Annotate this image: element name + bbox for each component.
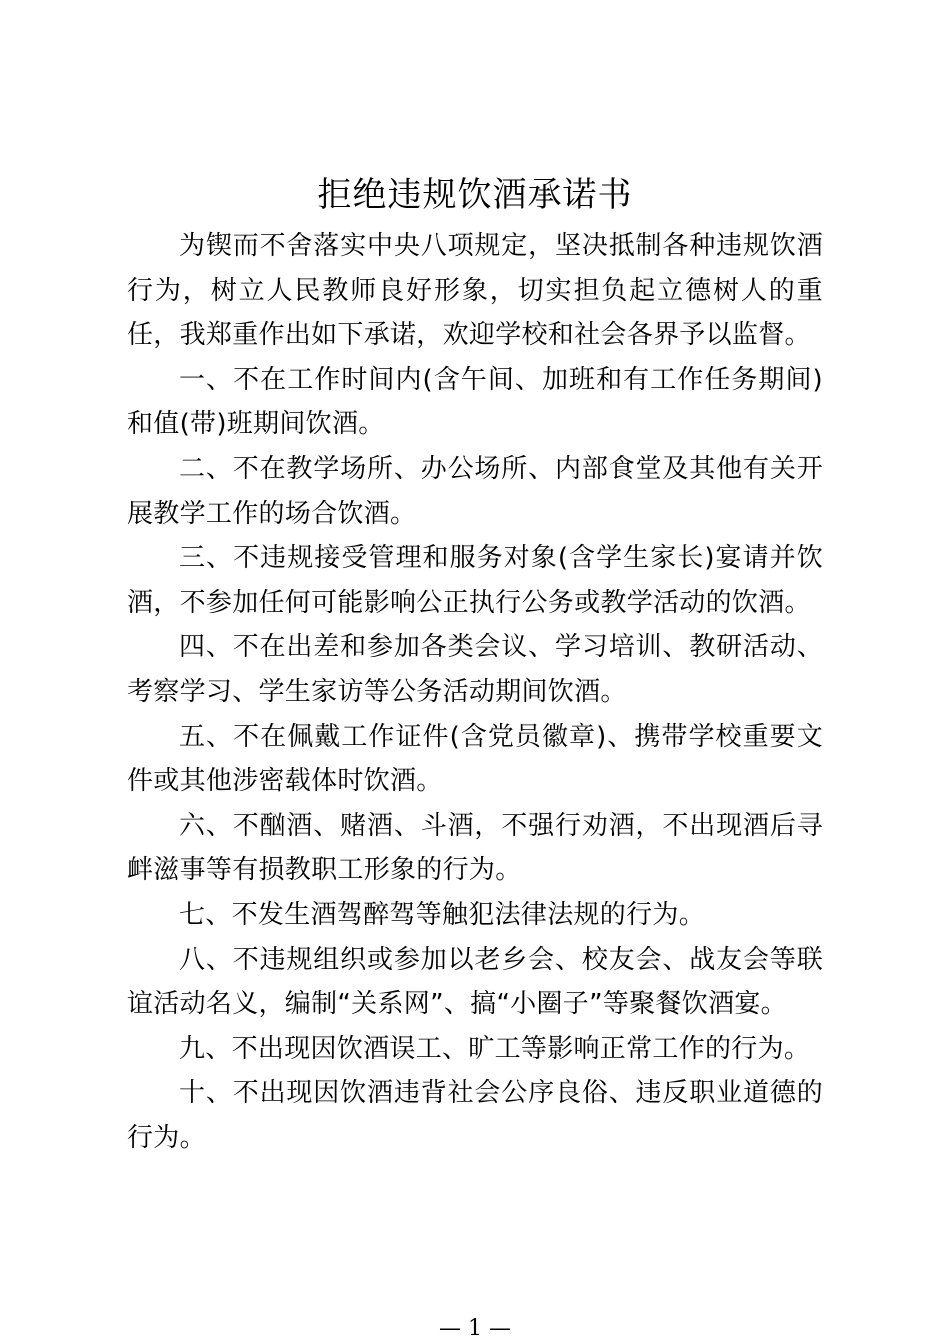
pledge-item-4: 四、不在出差和参加各类会议、学习培训、教研活动、考察学习、学生家访等公务活动期间饮酒。 xyxy=(127,632,823,707)
pledge-item-6: 六、不酗酒、赌酒、斗酒，不强行劝酒，不出现酒后寻衅滋事等有损教职工形象的行为。 xyxy=(127,810,823,886)
document-title: 拒绝违规饮酒承诺书 xyxy=(317,175,633,215)
pledge-item-7: 七、不发生酒驾醉驾等触犯法律法规的行为。 xyxy=(179,899,706,930)
document-body xyxy=(127,224,823,1160)
pledge-item-9: 九、不出现因饮酒误工、旷工等影响正常工作的行为。 xyxy=(179,1033,811,1064)
pledge-item-5: 五、不在佩戴工作证件(含党员徽章)、携带学校重要文件或其他涉密载体时饮酒。 xyxy=(127,721,823,797)
pledge-item-2: 二、不在教学场所、办公场所、内部食堂及其他有关开展教学工作的场合饮酒。 xyxy=(127,453,823,529)
page-number: — 1 — xyxy=(439,1316,511,1341)
pledge-item-10: 十、不出现因饮酒违背社会公序良俗、违反职业道德的行为。 xyxy=(127,1078,823,1153)
pledge-item-3: 三、不违规接受管理和服务对象(含学生家长)宴请并饮酒，不参加任何可能影响公正执行公务或教学活动的饮酒。 xyxy=(127,543,823,618)
intro-paragraph: 为锲而不舍落实中央八项规定，坚决抵制各种违规饮酒行为，树立人民教师良好形象，切实担负起立德树人的重任，我郑重作出如下承诺，欢迎学校和社会各界予以监督。 xyxy=(127,231,823,351)
pledge-item-1: 一、不在工作时间内(含午间、加班和有工作任务期间)和值(带)班期间饮酒。 xyxy=(127,364,823,440)
pledge-item-8: 八、不违规组织或参加以老乡会、校友会、战友会等联谊活动名义，编制“关系网”、搞“小圈子”等聚餐饮酒宴。 xyxy=(127,944,823,1020)
